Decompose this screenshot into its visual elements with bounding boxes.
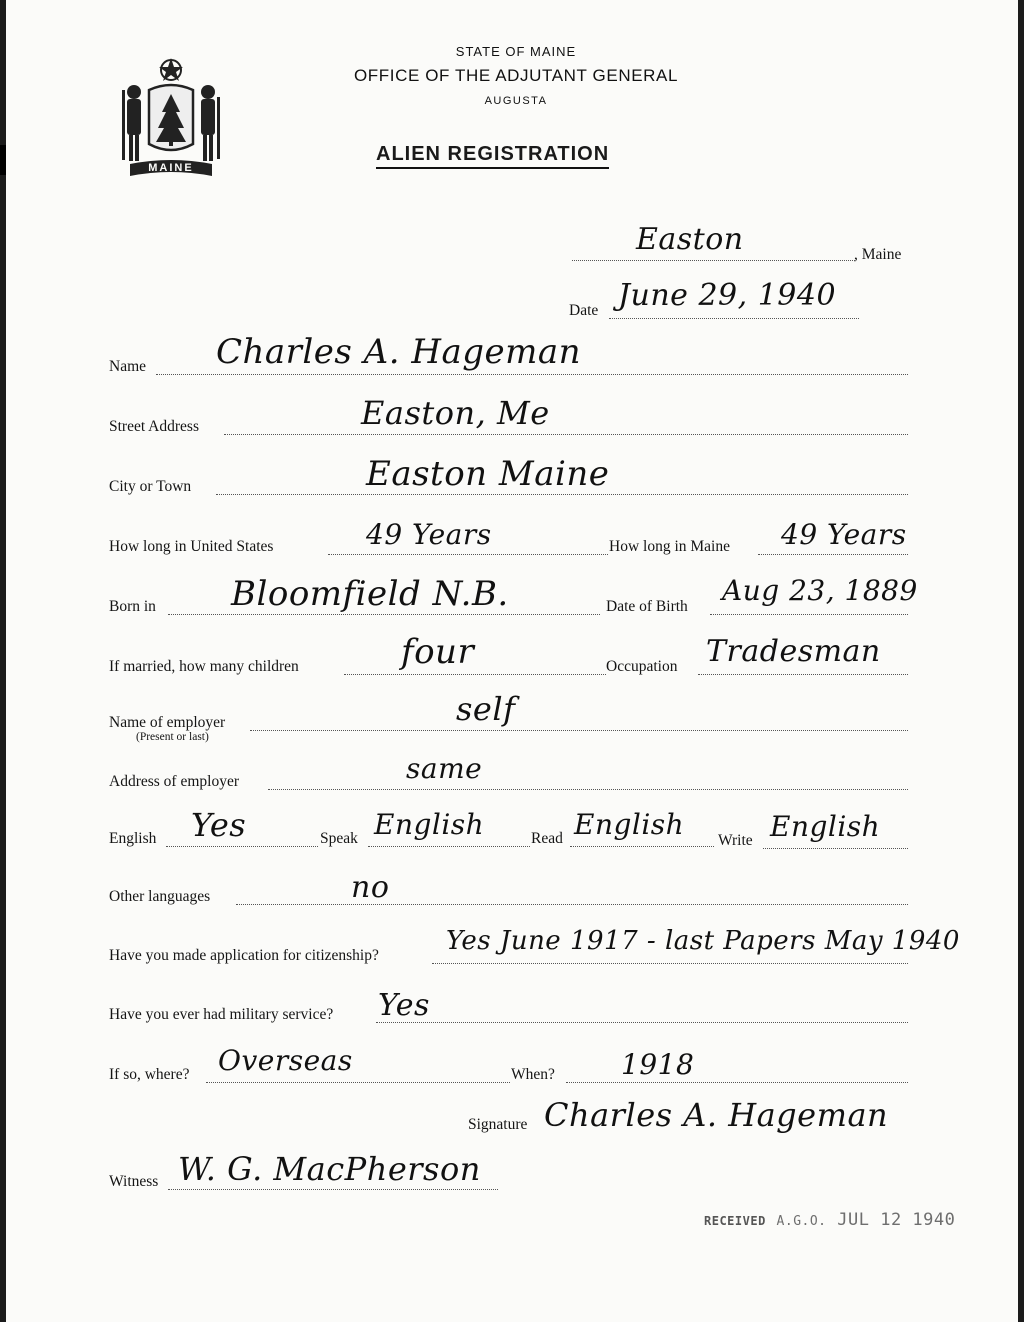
citizenship-value: Yes June 1917 - last Papers May 1940 bbox=[446, 926, 960, 956]
citizenship-line bbox=[432, 963, 908, 964]
citizenship-label: Have you made application for citizenship? bbox=[109, 947, 379, 964]
header-city: AUGUSTA bbox=[484, 95, 548, 107]
military-value: Yes bbox=[378, 988, 430, 1023]
form-page bbox=[6, 0, 1018, 1322]
english-value: Yes bbox=[191, 806, 247, 844]
when-value: 1918 bbox=[621, 1048, 695, 1081]
date-label: Date bbox=[569, 302, 599, 319]
other-languages-value: no bbox=[351, 870, 390, 905]
name-value: Charles A. Hageman bbox=[216, 332, 582, 372]
signature-value: Charles A. Hageman bbox=[544, 1096, 889, 1134]
military-line bbox=[376, 1022, 908, 1023]
write-label: Write bbox=[718, 832, 753, 849]
name-label: Name bbox=[109, 358, 147, 375]
stamp-date: JUL 12 1940 bbox=[837, 1210, 956, 1230]
speak-line bbox=[368, 846, 530, 847]
occupation-label: Occupation bbox=[606, 658, 678, 675]
write-line bbox=[763, 848, 908, 849]
where-value: Overseas bbox=[218, 1044, 353, 1077]
read-value: English bbox=[574, 808, 685, 841]
speak-value: English bbox=[374, 808, 485, 841]
how-long-maine-value: 49 Years bbox=[781, 518, 907, 551]
other-languages-line bbox=[236, 904, 908, 905]
how-long-us-value: 49 Years bbox=[366, 518, 492, 551]
military-label: Have you ever had military service? bbox=[109, 1006, 334, 1023]
date-line bbox=[609, 318, 859, 319]
how-long-us-label: How long in United States bbox=[109, 538, 274, 555]
born-in-value: Bloomfield N.B. bbox=[231, 574, 509, 614]
speak-label: Speak bbox=[320, 830, 358, 847]
how-long-maine-line bbox=[758, 554, 908, 555]
street-value: Easton, Me bbox=[361, 394, 550, 432]
street-label: Street Address bbox=[109, 418, 199, 435]
children-label: If married, how many children bbox=[109, 658, 299, 675]
children-value: four bbox=[401, 632, 475, 672]
dob-line bbox=[710, 614, 908, 615]
how-long-us-line bbox=[328, 554, 608, 555]
when-label: When? bbox=[511, 1066, 555, 1083]
occupation-value: Tradesman bbox=[706, 634, 881, 669]
header-state: STATE OF MAINE bbox=[455, 44, 577, 59]
employer-sublabel: (Present or last) bbox=[136, 731, 209, 743]
other-languages-label: Other languages bbox=[109, 888, 211, 905]
employer-address-line bbox=[268, 789, 908, 790]
stamp-received: RECEIVED bbox=[704, 1214, 766, 1228]
born-in-label: Born in bbox=[109, 598, 156, 615]
employer-address-label: Address of employer bbox=[109, 773, 239, 790]
dob-label: Date of Birth bbox=[606, 598, 688, 615]
maine-label: , Maine bbox=[854, 246, 902, 263]
employer-address-value: same bbox=[406, 752, 483, 785]
city-value: Easton Maine bbox=[366, 454, 610, 494]
signature-label: Signature bbox=[468, 1116, 528, 1133]
where-label: If so, where? bbox=[109, 1066, 190, 1083]
employer-line bbox=[250, 730, 908, 731]
children-line bbox=[344, 674, 606, 675]
occupation-line bbox=[698, 674, 908, 675]
employer-label: Name of employer bbox=[109, 714, 226, 731]
name-line bbox=[156, 374, 908, 375]
witness-line bbox=[168, 1189, 498, 1190]
how-long-maine-label: How long in Maine bbox=[609, 538, 730, 555]
city-label: City or Town bbox=[109, 478, 192, 495]
stamp-ago: A.G.O. bbox=[776, 1214, 827, 1229]
read-label: Read bbox=[531, 830, 563, 847]
employer-value: self bbox=[456, 690, 516, 728]
received-stamp bbox=[704, 1210, 955, 1230]
witness-label: Witness bbox=[109, 1173, 159, 1190]
born-in-line bbox=[168, 614, 600, 615]
street-line bbox=[224, 434, 908, 435]
where-line bbox=[206, 1082, 510, 1083]
english-label: English bbox=[109, 830, 157, 847]
header-office: OFFICE OF THE ADJUTANT GENERAL bbox=[353, 66, 679, 85]
town-value: Easton bbox=[636, 222, 744, 257]
read-line bbox=[570, 846, 714, 847]
witness-value: W. G. MacPherson bbox=[178, 1150, 481, 1188]
write-value: English bbox=[770, 810, 881, 843]
city-line bbox=[216, 494, 908, 495]
when-line bbox=[566, 1082, 908, 1083]
town-line bbox=[572, 260, 855, 261]
seal-banner-text: MAINE bbox=[148, 162, 194, 174]
form-title: ALIEN REGISTRATION bbox=[376, 143, 609, 169]
date-value: June 29, 1940 bbox=[618, 278, 837, 313]
english-line bbox=[166, 846, 318, 847]
dob-value: Aug 23, 1889 bbox=[722, 574, 918, 607]
